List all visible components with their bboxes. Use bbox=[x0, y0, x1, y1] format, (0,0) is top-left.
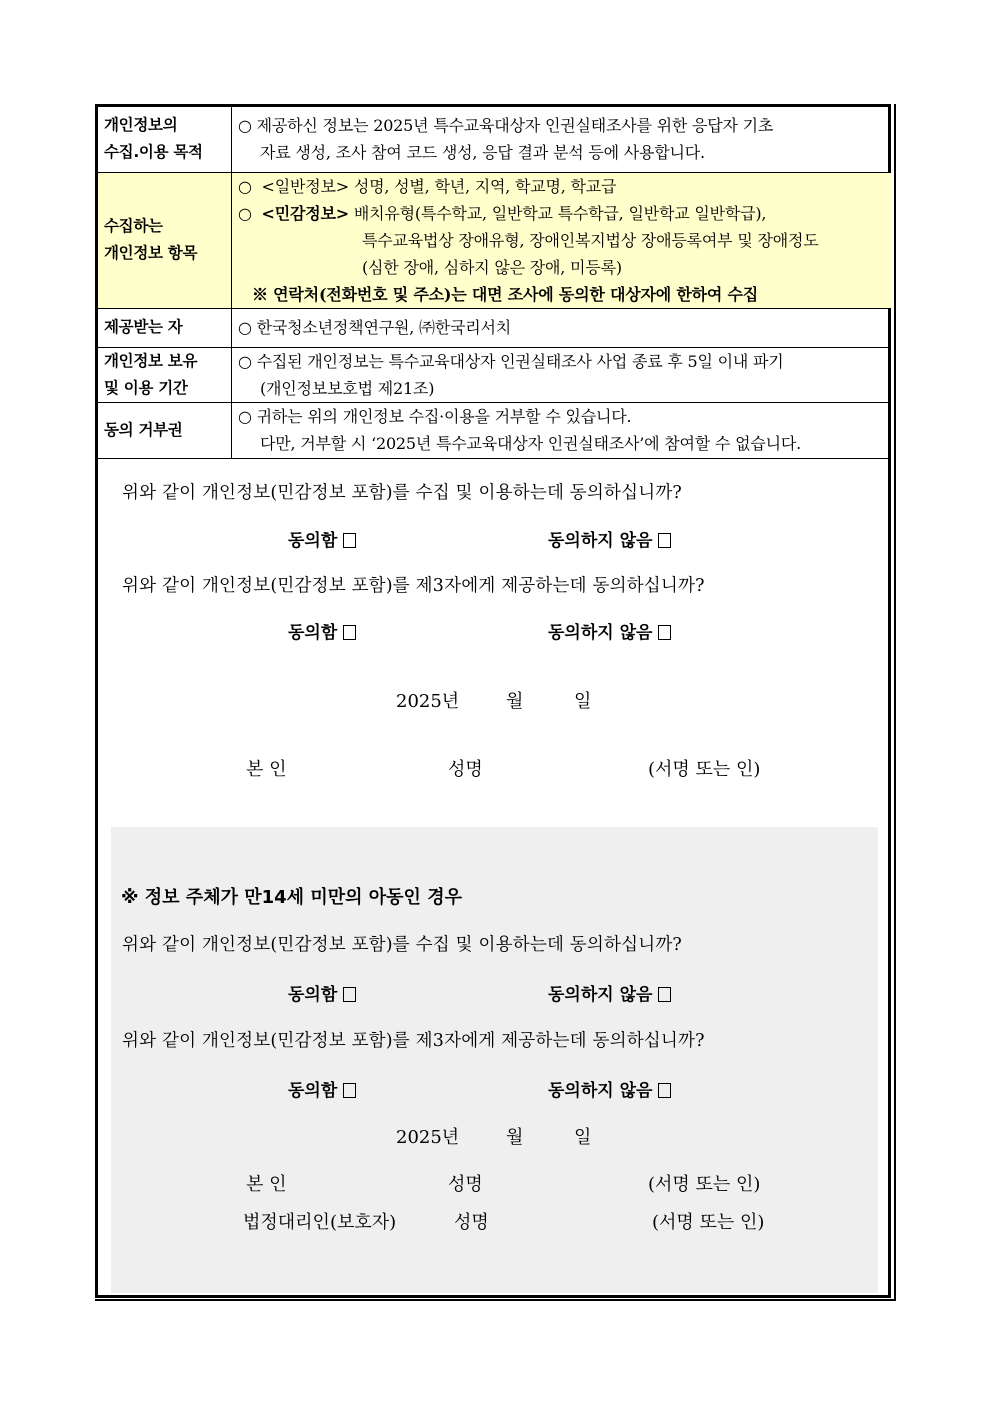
content-items: ○ <일반정보> 성명, 성별, 학년, 지역, 학교명, 학교급 ○ <민감정보> 배치유형(특수학교, 일반학교 특수학급, 일반학교 일반학급), 특수교육법상 장애유형, 장애인복지법상 장애등록여부 및 장애정도 (심한 장애, 심하지 않은 장애, 미등록) ※ 연락처(전화번호 및 주소)는 대면 조사에 동의한 대상자에 한하여 수집 bbox=[232, 172, 892, 308]
row-refusal bbox=[98, 402, 891, 458]
minor-date-month: 월 bbox=[506, 1127, 524, 1148]
disagree-collect-checkbox[interactable] bbox=[658, 533, 671, 548]
agree-collect-checkbox[interactable] bbox=[343, 533, 356, 548]
minor-disagree-third-party-checkbox[interactable] bbox=[658, 1083, 671, 1098]
label-retention: 개인정보 보유 및 이용 기간 bbox=[98, 347, 232, 402]
minor-agree-third-party-checkbox[interactable] bbox=[343, 1083, 356, 1098]
minor-question-collect: 위와 같이 개인정보(민감정보 포함)를 수집 및 이용하는데 동의하십니까? bbox=[122, 935, 683, 955]
disagree-collect-option[interactable]: 동의하지 않음 bbox=[548, 526, 671, 551]
minor-signature-field[interactable]: (서명 또는 인) bbox=[648, 1174, 761, 1195]
row-retention bbox=[98, 347, 891, 402]
signer-self-label: 본 인 bbox=[246, 759, 287, 780]
guardian-name-label: 성명 bbox=[454, 1212, 489, 1233]
minor-question-third-party: 위와 같이 개인정보(민감정보 포함)를 제3자에게 제공하는데 동의하십니까? bbox=[122, 1031, 705, 1051]
date-day: 일 bbox=[574, 691, 592, 712]
general-info-line: ○ <일반정보> 성명, 성별, 학년, 지역, 학교명, 학교급 bbox=[238, 176, 617, 196]
agree-third-party-option[interactable]: 동의함 bbox=[288, 618, 356, 643]
row-recipient bbox=[98, 308, 891, 347]
minor-disagree-third-party-option[interactable]: 동의하지 않음 bbox=[548, 1076, 671, 1101]
question-collect: 위와 같이 개인정보(민감정보 포함)를 수집 및 이용하는데 동의하십니까? bbox=[122, 483, 683, 503]
minor-signer-self-label: 본 인 bbox=[246, 1174, 287, 1195]
label-purpose: 개인정보의 수집.이용 목적 bbox=[98, 107, 232, 172]
signer-name-label: 성명 bbox=[448, 759, 483, 780]
disagree-third-party-checkbox[interactable] bbox=[658, 625, 671, 640]
contact-note: ※ 연락처(전화번호 및 주소)는 대면 조사에 동의한 대상자에 한하여 수집 bbox=[252, 284, 759, 304]
minor-heading: ※ 정보 주체가 만14세 미만의 아동인 경우 bbox=[121, 887, 462, 908]
agree-third-party-checkbox[interactable] bbox=[343, 625, 356, 640]
question-third-party: 위와 같이 개인정보(민감정보 포함)를 제3자에게 제공하는데 동의하십니까? bbox=[122, 576, 705, 596]
guardian-signature-field[interactable]: (서명 또는 인) bbox=[652, 1212, 765, 1233]
frame-border-right bbox=[894, 104, 896, 1301]
label-refusal: 동의 거부권 bbox=[98, 402, 232, 458]
content-recipient: ○ 한국청소년정책연구원, ㈜한국리서치 bbox=[232, 308, 892, 347]
content-refusal: ○ 귀하는 위의 개인정보 수집·이용을 거부할 수 있습니다. 다만, 거부할 시 ‘2025년 특수교육대상자 인권실태조사’에 참여할 수 없습니다. bbox=[232, 402, 892, 458]
minor-date-day: 일 bbox=[574, 1127, 592, 1148]
minor-disagree-collect-checkbox[interactable] bbox=[658, 987, 671, 1002]
content-retention: ○ 수집된 개인정보는 특수교육대상자 인권실태조사 사업 종료 후 5일 이내 파기 (개인정보보호법 제21조) bbox=[232, 347, 892, 402]
row-items bbox=[98, 172, 891, 308]
minor-agree-collect-checkbox[interactable] bbox=[343, 987, 356, 1002]
content-purpose: ○ 제공하신 정보는 2025년 특수교육대상자 인권실태조사를 위한 응답자 기초 자료 생성, 조사 참여 코드 생성, 응답 결과 분석 등에 사용합니다. bbox=[232, 107, 892, 172]
disagree-third-party-option[interactable]: 동의하지 않음 bbox=[548, 618, 671, 643]
consent-form bbox=[95, 104, 891, 1298]
minor-date-year: 2025년 bbox=[396, 1127, 460, 1148]
agree-collect-option[interactable]: 동의함 bbox=[288, 526, 356, 551]
minor-consent-section bbox=[111, 827, 878, 1293]
row-purpose bbox=[98, 107, 891, 172]
label-recipient: 제공받는 자 bbox=[98, 308, 232, 347]
minor-disagree-collect-option[interactable]: 동의하지 않음 bbox=[548, 980, 671, 1005]
signature-field[interactable]: (서명 또는 인) bbox=[648, 759, 761, 780]
sensitive-info-line: ○ <민감정보> 배치유형(특수학교, 일반학교 특수학급, 일반학교 일반학급), bbox=[238, 203, 767, 223]
date-month: 월 bbox=[506, 691, 524, 712]
frame-border-bottom bbox=[95, 1299, 896, 1301]
guardian-label: 법정대리인(보호자) bbox=[243, 1212, 397, 1233]
minor-signer-name-label: 성명 bbox=[448, 1174, 483, 1195]
label-items: 수집하는 개인정보 항목 bbox=[98, 172, 232, 308]
privacy-info-table bbox=[98, 107, 891, 459]
minor-agree-third-party-option[interactable]: 동의함 bbox=[288, 1076, 356, 1101]
minor-agree-collect-option[interactable]: 동의함 bbox=[288, 980, 356, 1005]
date-year: 2025년 bbox=[396, 691, 460, 712]
